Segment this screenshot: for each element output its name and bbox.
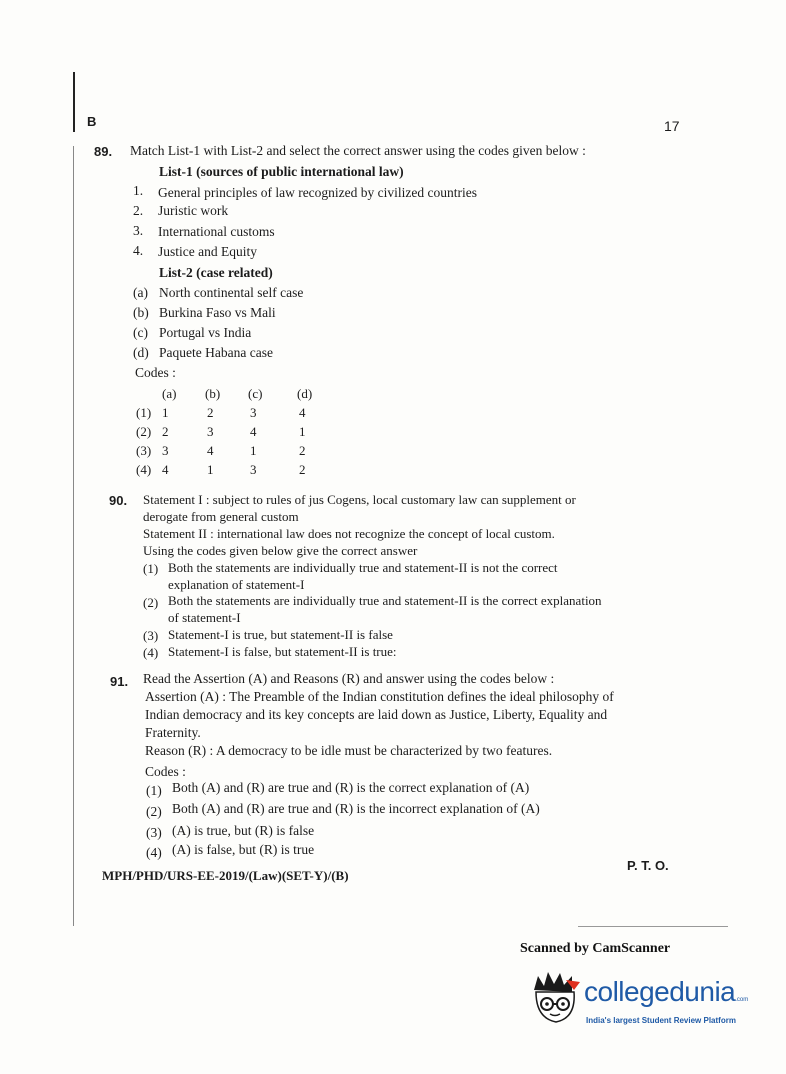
- codes-cell: 4: [207, 443, 214, 458]
- list2-heading: List-2 (case related): [159, 265, 273, 280]
- option-number: (4): [146, 845, 162, 860]
- list-item: Portugal vs India: [159, 325, 252, 340]
- codes-cell: 2: [207, 405, 214, 420]
- option-text: Both the statements are individually true and statement-II is the correct explanation: [168, 593, 602, 608]
- assertion: Assertion (A) : The Preamble of the Indian constitution defines the ideal philosophy of: [145, 689, 614, 704]
- set-label: B: [87, 114, 97, 129]
- page-number: 17: [664, 118, 680, 134]
- list-item: International customs: [158, 224, 275, 239]
- scan-mark: [578, 926, 728, 927]
- list-item-number: 3.: [133, 223, 144, 238]
- assertion-cont: Fraternity.: [145, 725, 201, 740]
- option-text: Statement-I is true, but statement-II is false: [168, 627, 393, 642]
- codes-header: (c): [248, 386, 263, 401]
- codes-cell: 1: [162, 405, 169, 420]
- paper-code: MPH/PHD/URS-EE-2019/(Law)(SET-Y)/(B): [102, 868, 349, 883]
- assertion-cont: Indian democracy and its key concepts are laid down as Justice, Liberty, Equality and: [145, 707, 608, 722]
- option-number: (2): [146, 804, 162, 819]
- list-item-letter: (b): [133, 305, 149, 320]
- option-text: Statement-I is false, but statement-II is true:: [168, 644, 397, 659]
- option-number: (3): [146, 825, 162, 840]
- codes-cell: 3: [250, 405, 257, 420]
- option-text: Both (A) and (R) are true and (R) is the incorrect explanation of (A): [172, 801, 540, 816]
- list-item-number: 1.: [133, 183, 144, 198]
- codes-cell: 2: [162, 424, 169, 439]
- codes-cell: 1: [299, 424, 306, 439]
- codes-cell: 3: [162, 443, 169, 458]
- codes-cell: 1: [207, 462, 214, 477]
- option-number: (3): [143, 628, 159, 643]
- collegedunia-logo: [526, 968, 756, 1040]
- list-item-letter: (a): [133, 285, 148, 300]
- question-text: Read the Assertion (A) and Reasons (R) and answer using the codes below :: [143, 671, 555, 686]
- codes-option: (1): [136, 405, 152, 420]
- option-number: (2): [143, 595, 159, 610]
- question-number: 91.: [110, 674, 129, 689]
- brand-tagline: India's largest Student Review Platform: [586, 1016, 736, 1025]
- pto-label: P. T. O.: [627, 858, 669, 873]
- codes-cell: 2: [299, 443, 306, 458]
- codes-header: (b): [205, 386, 221, 401]
- option-text: Both the statements are individually true and statement-II is not the correct: [168, 560, 558, 575]
- brand-suffix: .com: [735, 997, 749, 1003]
- codes-cell: 4: [299, 405, 306, 420]
- option-text: (A) is false, but (R) is true: [172, 842, 315, 857]
- option-text-cont: of statement-I: [168, 610, 241, 625]
- list-item: Paquete Habana case: [159, 345, 273, 360]
- list1-heading: List-1 (sources of public international law): [159, 164, 404, 179]
- margin-line-lower: [73, 146, 74, 926]
- brand-name: collegedunia: [584, 976, 736, 1007]
- list-item: General principles of law recognized by civilized countries: [158, 185, 477, 200]
- statement-1-cont: derogate from general custom: [143, 509, 299, 524]
- scanned-by-text: Scanned by CamScanner: [520, 941, 671, 956]
- reason: Reason (R) : A democracy to be idle must be characterized by two features.: [145, 743, 553, 758]
- mascot-icon: [526, 968, 586, 1040]
- list-item-letter: (d): [133, 345, 149, 360]
- question-number: 90.: [109, 493, 128, 508]
- option-number: (4): [143, 645, 159, 660]
- list-item: Juristic work: [158, 203, 229, 218]
- codes-cell: 3: [207, 424, 214, 439]
- statement-1: Statement I : subject to rules of jus Cogens, local customary law can supplement or: [143, 492, 576, 507]
- option-text: (A) is true, but (R) is false: [172, 823, 315, 838]
- codes-option: (3): [136, 443, 152, 458]
- codes-header: (a): [162, 386, 177, 401]
- question-text: Match List-1 with List-2 and select the correct answer using the codes given below :: [130, 143, 586, 158]
- list-item: Justice and Equity: [158, 244, 257, 259]
- question-number: 89.: [94, 144, 113, 159]
- codes-label: Codes :: [135, 365, 176, 380]
- instruction: Using the codes given below give the correct answer: [143, 543, 418, 558]
- codes-cell: 2: [299, 462, 306, 477]
- option-number: (1): [146, 783, 162, 798]
- list-item: North continental self case: [159, 285, 304, 300]
- list-item-number: 2.: [133, 203, 144, 218]
- codes-option: (4): [136, 462, 152, 477]
- codes-header: (d): [297, 386, 313, 401]
- brand-name-row: [584, 976, 748, 1008]
- codes-cell: 1: [250, 443, 257, 458]
- option-text-cont: explanation of statement-I: [168, 577, 305, 592]
- option-text: Both (A) and (R) are true and (R) is the correct explanation of (A): [172, 780, 530, 795]
- option-number: (1): [143, 561, 159, 576]
- list-item-letter: (c): [133, 325, 148, 340]
- codes-cell: 3: [250, 462, 257, 477]
- codes-option: (2): [136, 424, 152, 439]
- margin-line: [73, 72, 75, 132]
- list-item-number: 4.: [133, 243, 144, 258]
- codes-cell: 4: [250, 424, 257, 439]
- codes-label: Codes :: [145, 764, 186, 779]
- codes-cell: 4: [162, 462, 169, 477]
- list-item: Burkina Faso vs Mali: [159, 305, 276, 320]
- statement-2: Statement II : international law does not recognize the concept of local custom.: [143, 526, 555, 541]
